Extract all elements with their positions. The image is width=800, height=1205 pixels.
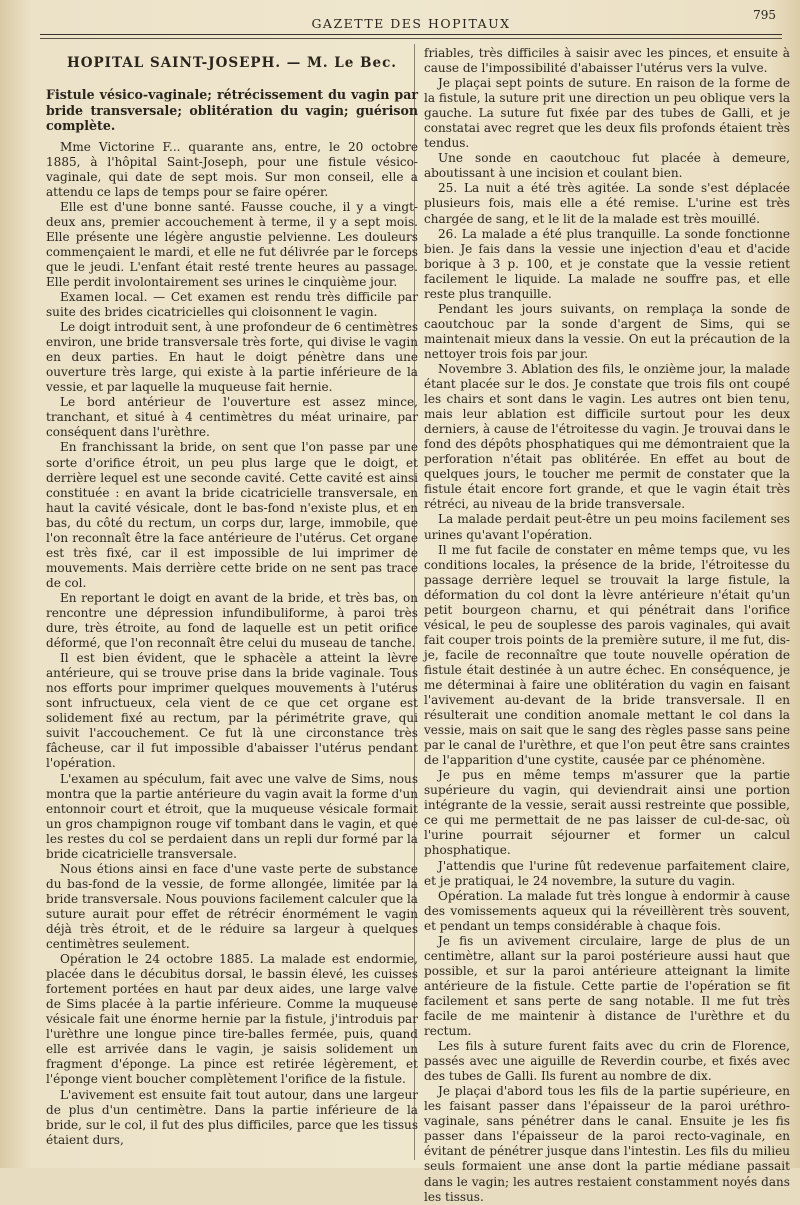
paragraph: Il est bien évident, que le sphacèle a atteint la lèvre antérieure, qui se trouve prise dans la bride vaginale. Tous nos efforts pour imprimer quelques mouvements à l'utérus sont infructueux, cela vient de ce que cet organe est solidement fixé au rectum, par la périmétrite grave, qui suivit l'accouchement. Ce fut là une circonstance très fâcheuse, car il fut impossible d'abaisser l'utérus pendant l'opération. bbox=[46, 651, 418, 771]
paragraph: Examen local. — Cet examen est rendu très difficile par suite des brides cicatricielles qui cloisonnent le vagin. bbox=[46, 290, 418, 320]
paragraph: Il me fut facile de constater en même temps que, vu les conditions locales, la présence de la bride, l'étroitesse du passage derrière lequel se trouvait la large fistule, la déformation du col dont la lèvre antérieure n'était qu'un petit bourgeon charnu, et qui pénétrait dans l'orifice vésical, le peu de souplesse des parois vaginales, qui avait fait couper trois points de la première suture, il me fut, dis-je, facile de reconnaître que toute nouvelle opération de fistule était destinée à un autre échec. En conséquence, je me déterminai à faire une oblitération du vagin en faisant l'avivement au-devant de la bride transversale. Il en résulterait une condition anomale mettant le col dans la vessie, mais on sait que le sang des règles passe sans peine par le canal de l'urèthre, et que l'on peut être sans craintes de l'apparition d'une cystite, causée par ce phénomène. bbox=[424, 542, 790, 768]
paragraph: Nous étions ainsi en face d'une vaste perte de substance du bas-fond de la vessie, de forme allongée, limitée par la bride transversale. Nous pouvions facilement calculer que la suture aurait pour effet de rétrécir énormément le vagin déjà très étroit, et de le réduire sa largeur à quelques centimètres seulement. bbox=[46, 861, 418, 952]
paragraph: Mme Victorine F... quarante ans, entre, le 20 octobre 1885, à l'hôpital Saint-Joseph, pour une fistule vésico-vaginale, qui date de sept mois. Sur mon conseil, elle a attendu ce laps de temps pour se faire opérer. bbox=[46, 139, 418, 199]
paragraph: Une sonde en caoutchouc fut placée à demeure, aboutissant à une incision et coulant bien. bbox=[424, 151, 790, 181]
paragraph: Opération le 24 octobre 1885. La malade est endormie, placée dans le décubitus dorsal, le bassin élevé, les cuisses fortement portées en haut par deux aides, une large valve de Sims placée à la partie inférieure. Comme la muqueuse vésicale fait une énorme hernie par la fistule, j'introduis par l'urèthre une longue pince tire-balles fermée, puis, quand elle est arrivée dans le vagin, je saisis solidement un fragment d'éponge. La pince est retirée légèrement, et l'éponge vient boucher complètement l'orifice de la fistule. bbox=[46, 952, 418, 1087]
paragraph: 25. La nuit a été très agitée. La sonde s'est déplacée plusieurs fois, mais elle a été remise. L'urine est très chargée de sang, et le lit de la malade est très mouillé. bbox=[424, 181, 790, 226]
paragraph: Le doigt introduit sent, à une profondeur de 6 centimètres environ, une bride transversale très forte, qui divise le vagin en deux parties. En haut le doigt pénètre dans une ouverture très large, qui existe à la partie inférieure de la vessie, et par laquelle la muqueuse fait hernie. bbox=[46, 320, 419, 395]
paragraph: L'examen au spéculum, fait avec une valve de Sims, nous montra que la partie antérieure du vagin avait la forme d'un entonnoir court et étroit, que la muqueuse vésicale formait un gros champignon rouge vif tombant dans le vagin, et que les restes du col se perdaient dans un repli dur formé par la bride cicatricielle transversale. bbox=[46, 771, 418, 861]
left-column bbox=[46, 46, 418, 1148]
paragraph: friables, très difficiles à saisir avec les pinces, et ensuite à cause de l'impossibilité d'abaisser l'utérus vers la vulve. bbox=[424, 46, 790, 76]
paragraph: Je fis un avivement circulaire, large de plus de un centimètre, allant sur la paroi postérieure aussi haut que possible, et sur la paroi antérieure atteignant la limite antérieure de la fistule. Cette partie de l'opération se fit facilement et sans perte de sang notable. Il me fut très facile de me maintenir à distance de l'urèthre et du rectum. bbox=[424, 933, 790, 1039]
paragraph: Je pus en même temps m'assurer que la partie supérieure du vagin, qui deviendrait ainsi une portion intégrante de la vessie, serait aussi restreinte que possible, ce qui me permettait de ne pas laisser de cul-de-sac, où l'urine pourrait séjourner et former un calcul phosphatique. bbox=[424, 768, 790, 858]
paragraph: Novembre 3. Ablation des fils, le onzième jour, la malade étant placée sur le dos. Je constate que trois fils ont coupé les chairs et sont dans le vagin. Les autres ont bien tenu, mais leur ablation est difficile surtout pour les deux derniers, à cause de l'étroitesse du vagin. Je trouvai dans le fond des dépôts phosphatiques qui me démontraient que la perforation n'était pas oblitérée. En effet au bout de quelques jours, le toucher me permit de constater que la fistule était encore fort grande, et que le vagin était très rétréci, au niveau de la bride transversale. bbox=[424, 361, 790, 512]
paragraph: La malade perdait peut-être un peu moins facilement ses urines qu'avant l'opération. bbox=[424, 512, 790, 542]
page-header bbox=[40, 6, 782, 35]
paragraph: Je plaçai sept points de suture. En raison de la forme de la fistule, la suture prit une direction un peu oblique vers la gauche. La suture fut fixée par des tubes de Galli, et je constatai avec regret que les deux fils profonds étaient très tendus. bbox=[424, 76, 790, 151]
paragraph: En reportant le doigt en avant de la bride, et très bas, on rencontre une dépression infundibuliforme, à paroi très dure, très étroite, au fond de laquelle est un petit orifice déformé, que l'on reconnaît être celui du museau de tanche. bbox=[46, 590, 418, 651]
running-head: GAZETTE DES HOPITAUX bbox=[311, 16, 511, 31]
paragraph: Je plaçai d'abord tous les fils de la partie supérieure, en les faisant passer dans l'épaisseur de la paroi uréthro-vaginale, sans pénétrer dans le canal. Ensuite je les fis passer dans l'épaisseur de la paroi recto-vaginale, en évitant de pénétrer jusque dans l'intestin. Les fils du milieu seuls formaient une anse dont la partie médiane passait dans le vagin; les autres restaient constamment noyés dans les tissus. bbox=[424, 1084, 790, 1204]
paragraph: Les fils à suture furent faits avec du crin de Florence, passés avec une aiguille de Reverdin courbe, et fixés avec des tubes de Galli. Ils furent au nombre de dix. bbox=[424, 1039, 790, 1084]
paragraph: Elle est d'une bonne santé. Fausse couche, il y a vingt-deux ans, premier accouchement à terme, il y a sept mois. Elle présente une légère angustie pelvienne. Les douleurs commençaient le mardi, et elle ne fut délivrée par le forceps que le jeudi. L'enfant était resté trente heures au passage. Elle perdit involontairement ses urines le cinquième jour. bbox=[46, 199, 418, 289]
paragraph: 26. La malade a été plus tranquille. La sonde fonctionne bien. Je fais dans la vessie une injection d'eau et d'acide borique à 3 p. 100, et je constate que la vessie retient facilement le liquide. La malade ne souffre pas, et elle reste plus tranquille. bbox=[424, 226, 790, 301]
paragraph: Pendant les jours suivants, on remplaça la sonde de caoutchouc par la sonde d'argent de Sims, qui se maintenait mieux dans la vessie. On eut la précaution de la nettoyer trois fois par jour. bbox=[424, 301, 790, 361]
case-title: Fistule vésico-vaginale; rétrécissement du vagin par bride transversale; oblitération du vagin; guérison complète. bbox=[46, 87, 418, 134]
header-rule bbox=[40, 38, 782, 39]
right-column bbox=[424, 46, 790, 1205]
paragraph: J'attendis que l'urine fût redevenue parfaitement claire, et je pratiquai, le 24 novembre, la suture du vagin. bbox=[424, 858, 790, 888]
section-title: HOPITAL SAINT-JOSEPH. — M. Le Bec. bbox=[67, 55, 397, 71]
paragraph: Opération. La malade fut très longue à endormir à cause des vomissements aqueux qui la réveillèrent très souvent, et pendant un temps considérable à chaque fois. bbox=[424, 888, 790, 933]
paragraph: L'avivement est ensuite fait tout autour, dans une largeur de plus d'un centimètre. Dans la partie inférieure de la bride, sur le col, il fut des plus difficiles, parce que les tissus étaient durs, bbox=[46, 1087, 418, 1147]
page-number: 795 bbox=[753, 8, 776, 22]
paragraph: En franchissant la bride, on sent que l'on passe par une sorte d'orifice étroit, un peu plus large que le doigt, et derrière lequel est une seconde cavité. Cette cavité est ainsi constituée : en avant la bride cicatricielle transversale, en haut la cavité vésicale, dont le bas-fond n'existe plus, et en bas, du côté du rectum, un corps dur, large, immobile, que l'on reconnaît être la face antérieure de l'utérus. Cet organe est très fixé, car il est impossible de lui imprimer de mouvements. Mais derrière cette bride on ne sent pas trace de col. bbox=[46, 440, 418, 590]
paragraph: Le bord antérieur de l'ouverture est assez mince, tranchant, et situé à 4 centimètres du méat urinaire, par conséquent dans l'urèthre. bbox=[46, 395, 418, 440]
